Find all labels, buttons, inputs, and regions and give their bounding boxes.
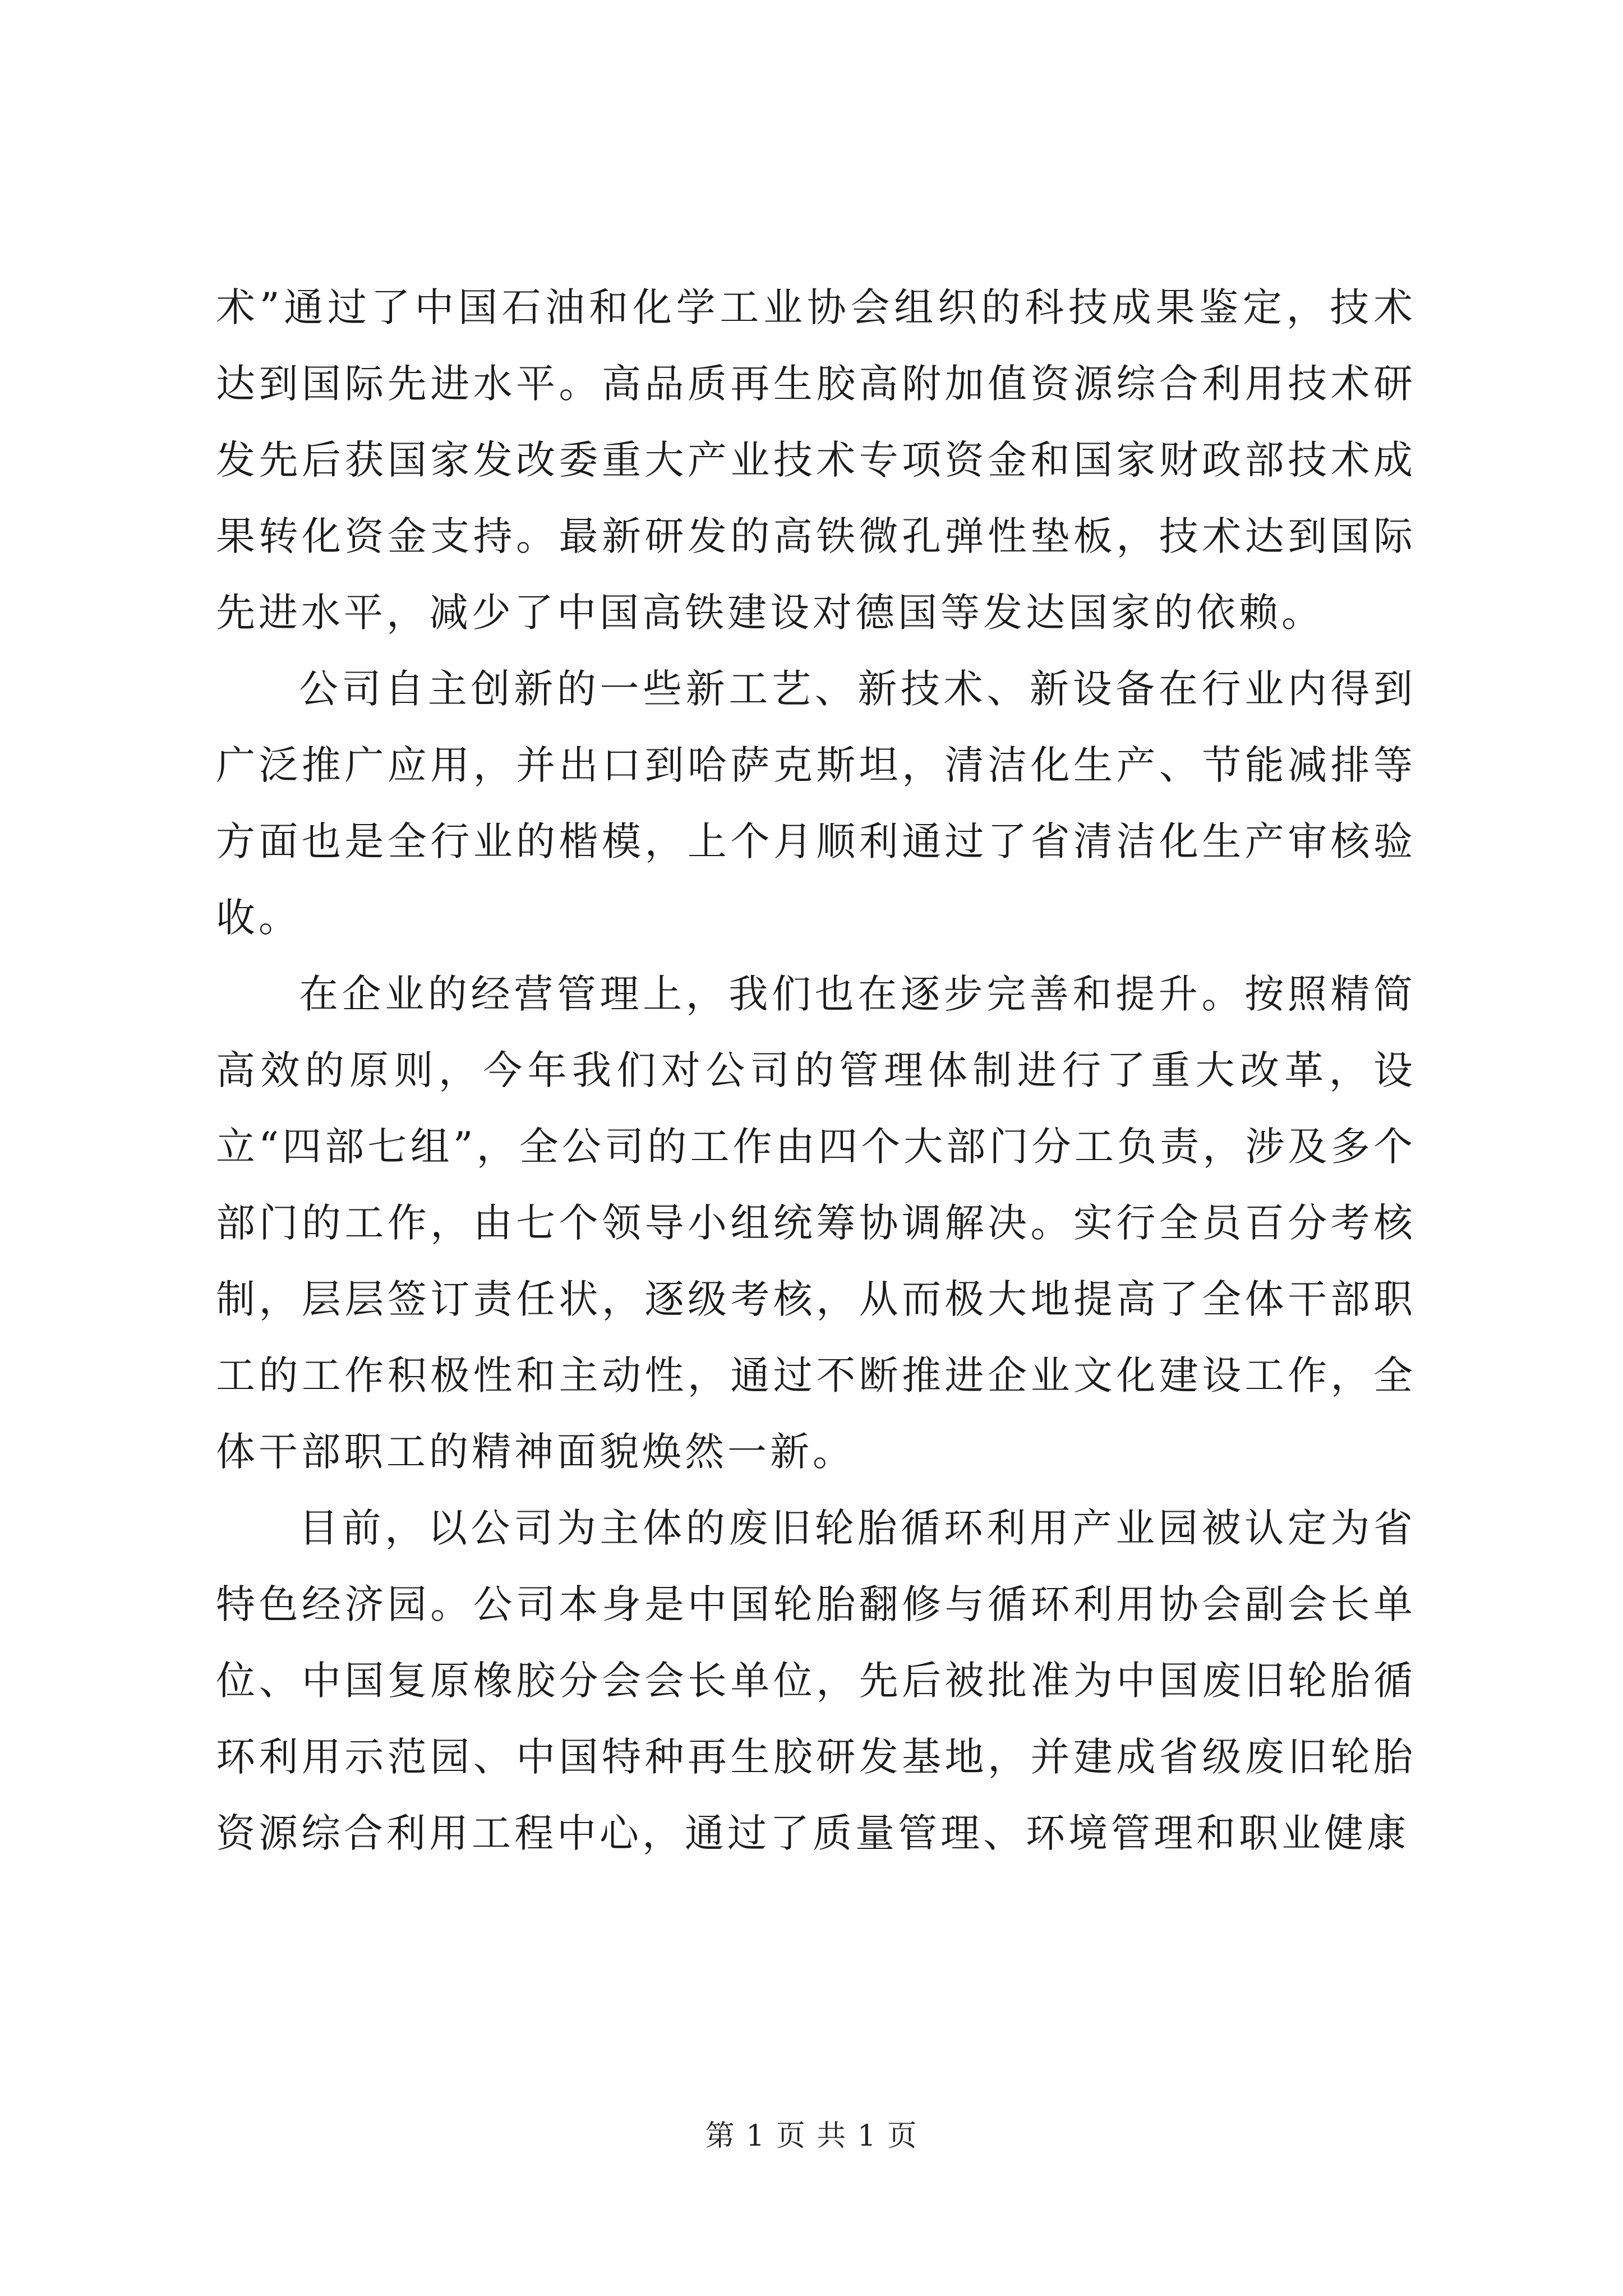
paragraph-industrial-park: 目前，以公司为主体的废旧轮胎循环利用产业园被认定为省特色经济园。公司本身是中国轮胎翻修与循环利用协会副会长单位、中国复原橡胶分会会长单位，先后被批准为中国废旧轮胎循环利用示范园、中国特种再生胶研发基地，并建成省级废旧轮胎资源综合利用工程中心，通过了质量管理、环境管理和职业健康 [216, 1505, 1416, 1856]
paragraph-continuation: 术”通过了中国石油和化学工业协会组织的科技成果鉴定，技术达到国际先进水平。高品质再生胶高附加值资源综合利用技术研发先后获国家发改委重大产业技术专项资金和国家财政部技术成果转化资金支持。最新研发的高铁微孔弹性垫板，技术达到国际先进水平，减少了中国高铁建设对德国等发达国家的依赖。 [216, 284, 1416, 636]
page-footer: 第 1 页 共 1 页 [705, 2119, 918, 2153]
paragraph-innovation: 公司自主创新的一些新工艺、新技术、新设备在行业内得到广泛推广应用，并出口到哈萨克斯坦，清洁化生产、节能减排等方面也是全行业的楷模，上个月顺利通过了省清洁化生产审核验收。 [216, 666, 1416, 941]
paragraph-management: 在企业的经营管理上，我们也在逐步完善和提升。按照精简高效的原则，今年我们对公司的管理体制进行了重大改革，设立“四部七组”，全公司的工作由四个大部门分工负责，涉及多个部门的工作，由七个领导小组统筹协调解决。实行全员百分考核制，层层签订责任状，逐级考核，从而极大地提高了全体干部职工的工作积极性和主动性，通过不断推进企业文化建设工作，全体干部职工的精神面貌焕然一新。 [216, 971, 1416, 1475]
document-body [216, 269, 1416, 1871]
